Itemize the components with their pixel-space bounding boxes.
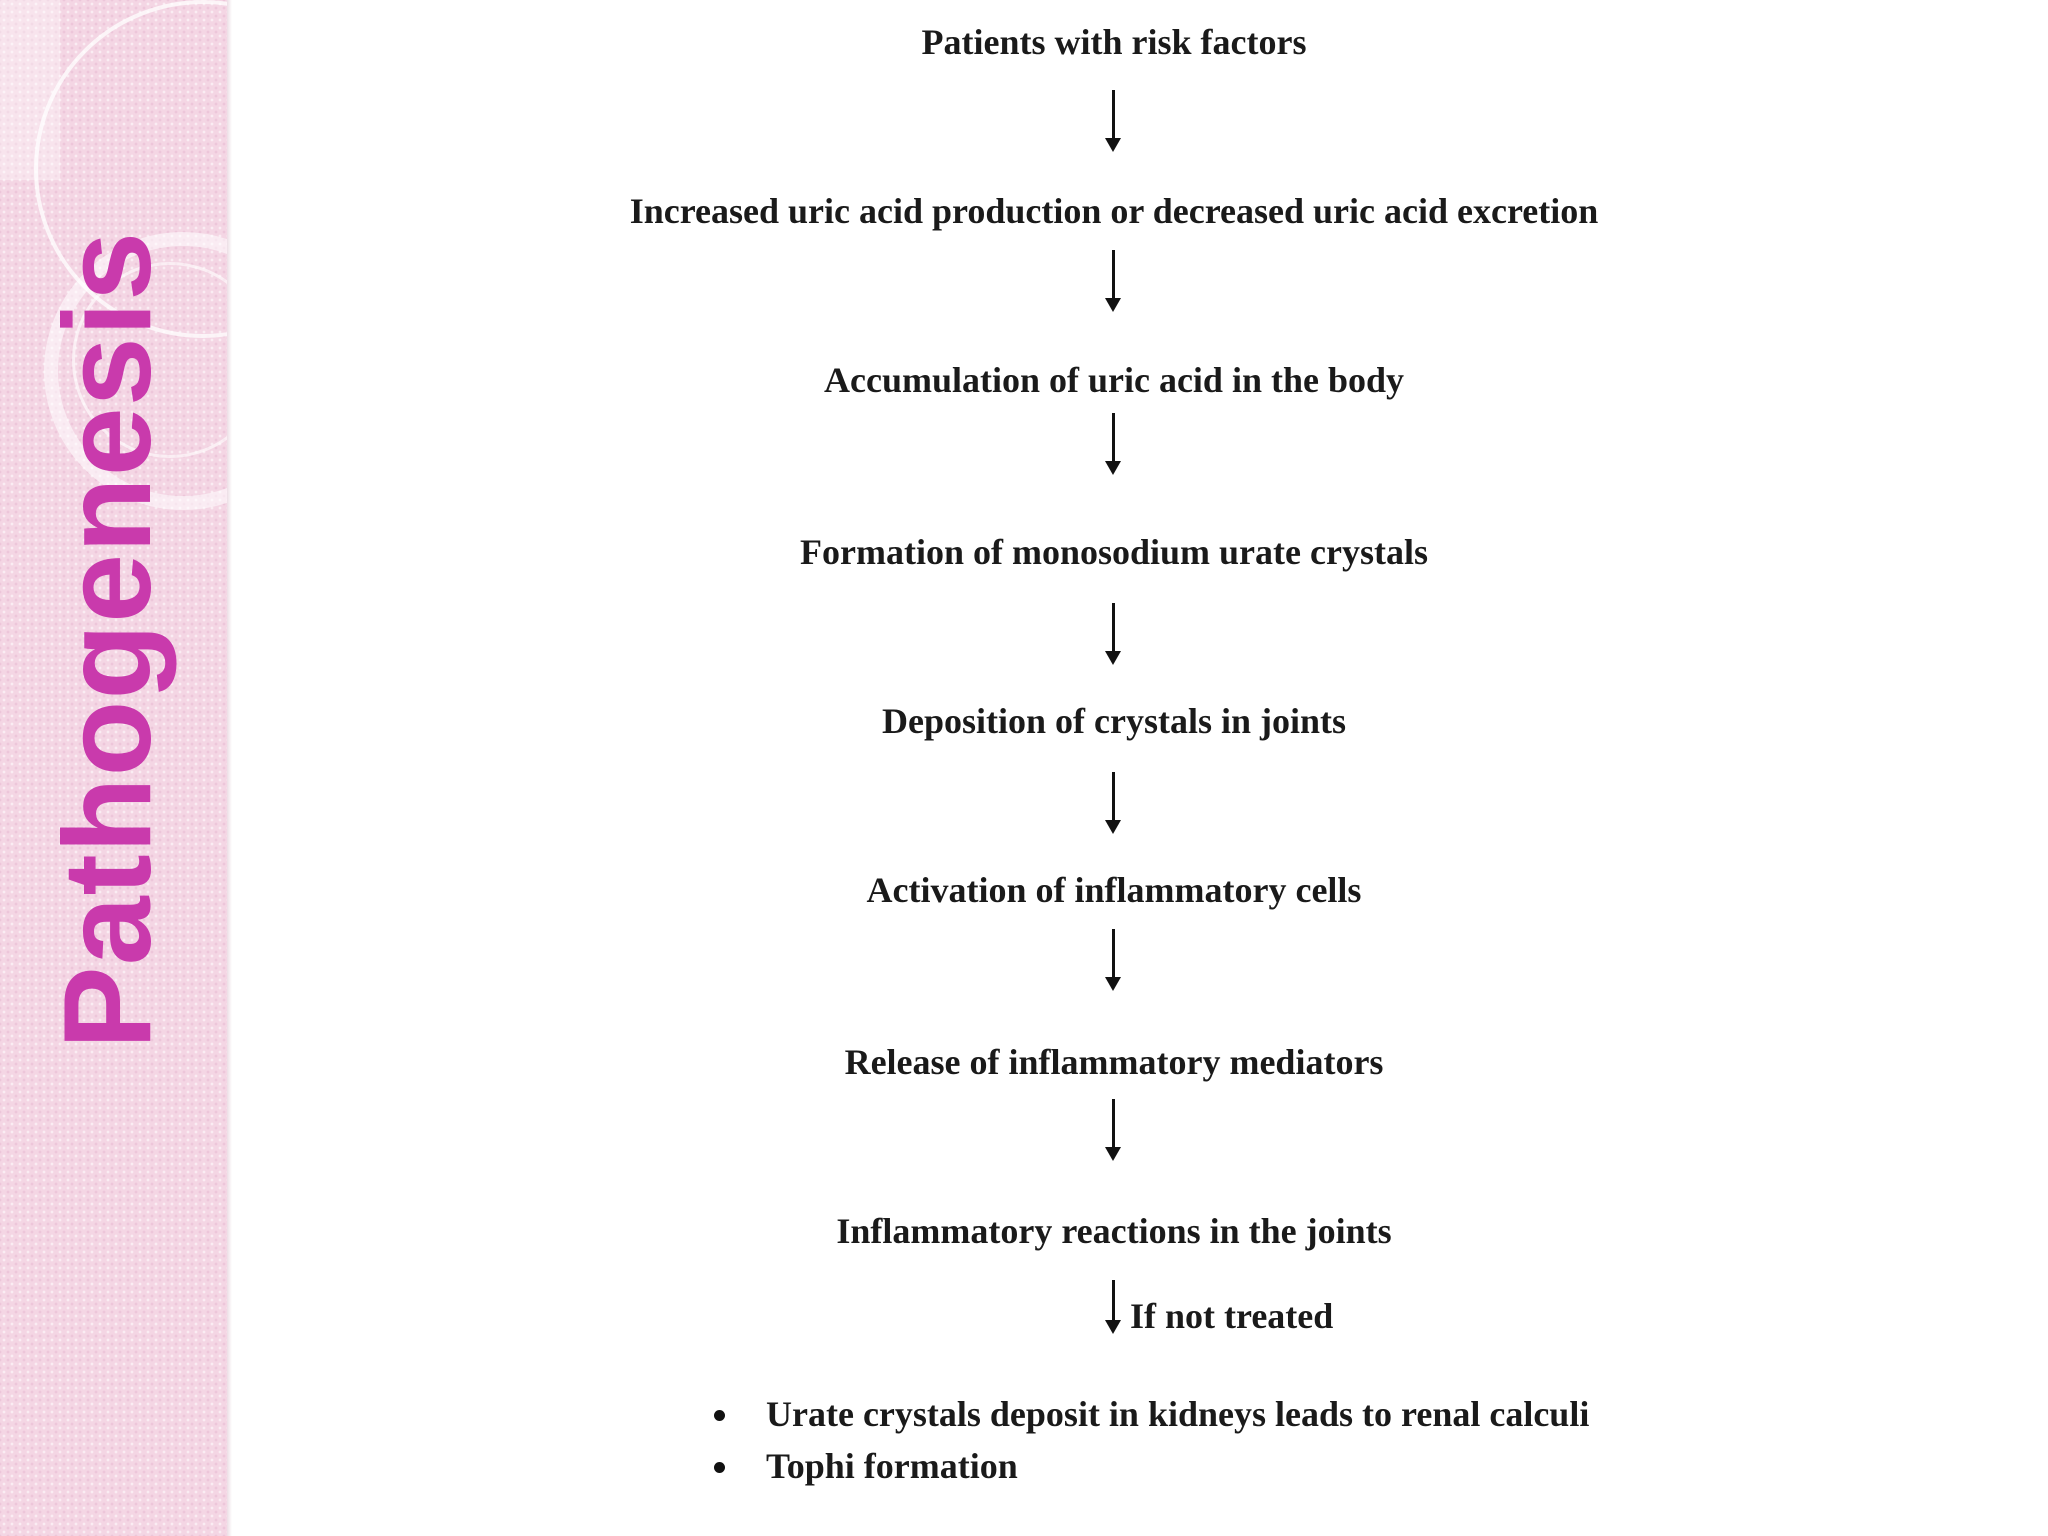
step-uric-acid-production: Increased uric acid production or decreased uric acid excretion — [629, 191, 1599, 231]
step-mediator-release: Release of inflammatory mediators — [844, 1042, 1384, 1082]
arrow-2 — [1112, 250, 1115, 300]
arrow-3 — [1112, 413, 1115, 463]
step-crystal-formation: Formation of monosodium urate crystals — [800, 532, 1428, 572]
arrow-7 — [1112, 1099, 1115, 1149]
arrow-8 — [1112, 1280, 1115, 1322]
arrow-4 — [1112, 603, 1115, 653]
step-accumulation: Accumulation of uric acid in the body — [823, 360, 1405, 400]
step-crystal-deposition: Deposition of crystals in joints — [881, 701, 1347, 741]
arrow-5 — [1112, 772, 1115, 822]
outcome-tophi: Tophi formation — [706, 1440, 1589, 1492]
page-title: Pathogenesis — [39, 230, 177, 1050]
step-inflammatory-reactions: Inflammatory reactions in the joints — [836, 1211, 1392, 1251]
outcome-renal-calculi: Urate crystals deposit in kidneys leads to renal calculi — [706, 1388, 1589, 1440]
arrow-6 — [1112, 929, 1115, 979]
outcomes-list — [706, 1388, 1589, 1492]
step-cell-activation: Activation of inflammatory cells — [866, 870, 1362, 910]
arrow-1 — [1112, 90, 1115, 140]
step-risk-factors: Patients with risk factors — [921, 22, 1307, 62]
if-not-treated-label: If not treated — [1130, 1296, 1334, 1336]
